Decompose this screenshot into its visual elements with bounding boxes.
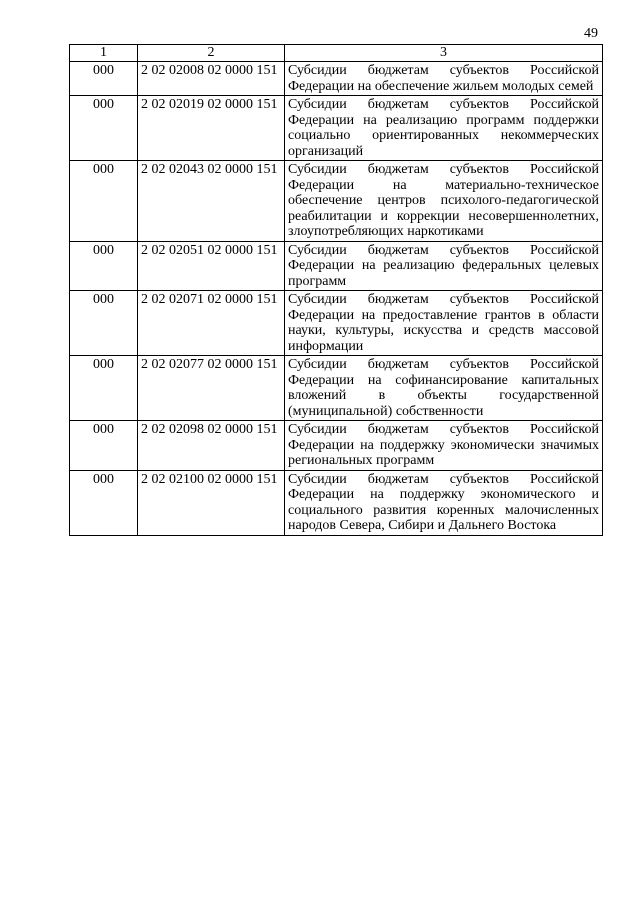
- page-number: 49: [584, 26, 598, 41]
- admin-code-cell: 000: [70, 421, 138, 471]
- table-header: [70, 45, 603, 62]
- table-row: [70, 470, 603, 535]
- header-col-1: 1: [70, 45, 138, 62]
- income-name-cell: Субсидии бюджетам субъектов Российской Федерации на поддержку экономически значимых региональных программ: [285, 421, 603, 471]
- admin-code-cell: 000: [70, 161, 138, 242]
- table-row: [70, 356, 603, 421]
- table-body: [70, 62, 603, 536]
- income-name-cell: Субсидии бюджетам субъектов Российской Федерации на реализацию федеральных целевых программ: [285, 241, 603, 291]
- income-name-cell: Субсидии бюджетам субъектов Российской Федерации на реализацию программ поддержки социально ориентированных некоммерческих организаций: [285, 96, 603, 161]
- income-name-cell: Субсидии бюджетам субъектов Российской Федерации на обеспечение жильем молодых семей: [285, 62, 603, 96]
- admin-code-cell: 000: [70, 291, 138, 356]
- budget-code-cell: 2 02 02077 02 0000 151: [138, 356, 285, 421]
- budget-code-cell: 2 02 02051 02 0000 151: [138, 241, 285, 291]
- table-row: [70, 291, 603, 356]
- table-row: [70, 421, 603, 471]
- admin-code-cell: 000: [70, 62, 138, 96]
- admin-code-cell: 000: [70, 241, 138, 291]
- budget-code-cell: 2 02 02008 02 0000 151: [138, 62, 285, 96]
- income-name-cell: Субсидии бюджетам субъектов Российской Федерации на поддержку экономического и социального развития коренных малочисленных народов Севера, Сибири и Дальнего Востока: [285, 470, 603, 535]
- header-col-3: 3: [285, 45, 603, 62]
- budget-code-cell: 2 02 02043 02 0000 151: [138, 161, 285, 242]
- header-col-2: 2: [138, 45, 285, 62]
- budget-code-cell: 2 02 02071 02 0000 151: [138, 291, 285, 356]
- budget-classification-table: [69, 44, 603, 536]
- table-row: [70, 241, 603, 291]
- income-name-cell: Субсидии бюджетам субъектов Российской Федерации на предоставление грантов в области науки, культуры, искусства и средств массовой информации: [285, 291, 603, 356]
- table-row: [70, 96, 603, 161]
- budget-code-cell: 2 02 02019 02 0000 151: [138, 96, 285, 161]
- admin-code-cell: 000: [70, 356, 138, 421]
- admin-code-cell: 000: [70, 96, 138, 161]
- income-name-cell: Субсидии бюджетам субъектов Российской Федерации на материально-техническое обеспечение центров психолого-педагогической реабилитации и коррекции несовершеннолетних, злоупотребляющих наркотиками: [285, 161, 603, 242]
- header-row: [70, 45, 603, 62]
- table-row: [70, 62, 603, 96]
- budget-code-cell: 2 02 02100 02 0000 151: [138, 470, 285, 535]
- table-row: [70, 161, 603, 242]
- admin-code-cell: 000: [70, 470, 138, 535]
- income-name-cell: Субсидии бюджетам субъектов Российской Федерации на софинансирование капитальных вложений в объекты государственной (муниципальной) собственности: [285, 356, 603, 421]
- budget-code-cell: 2 02 02098 02 0000 151: [138, 421, 285, 471]
